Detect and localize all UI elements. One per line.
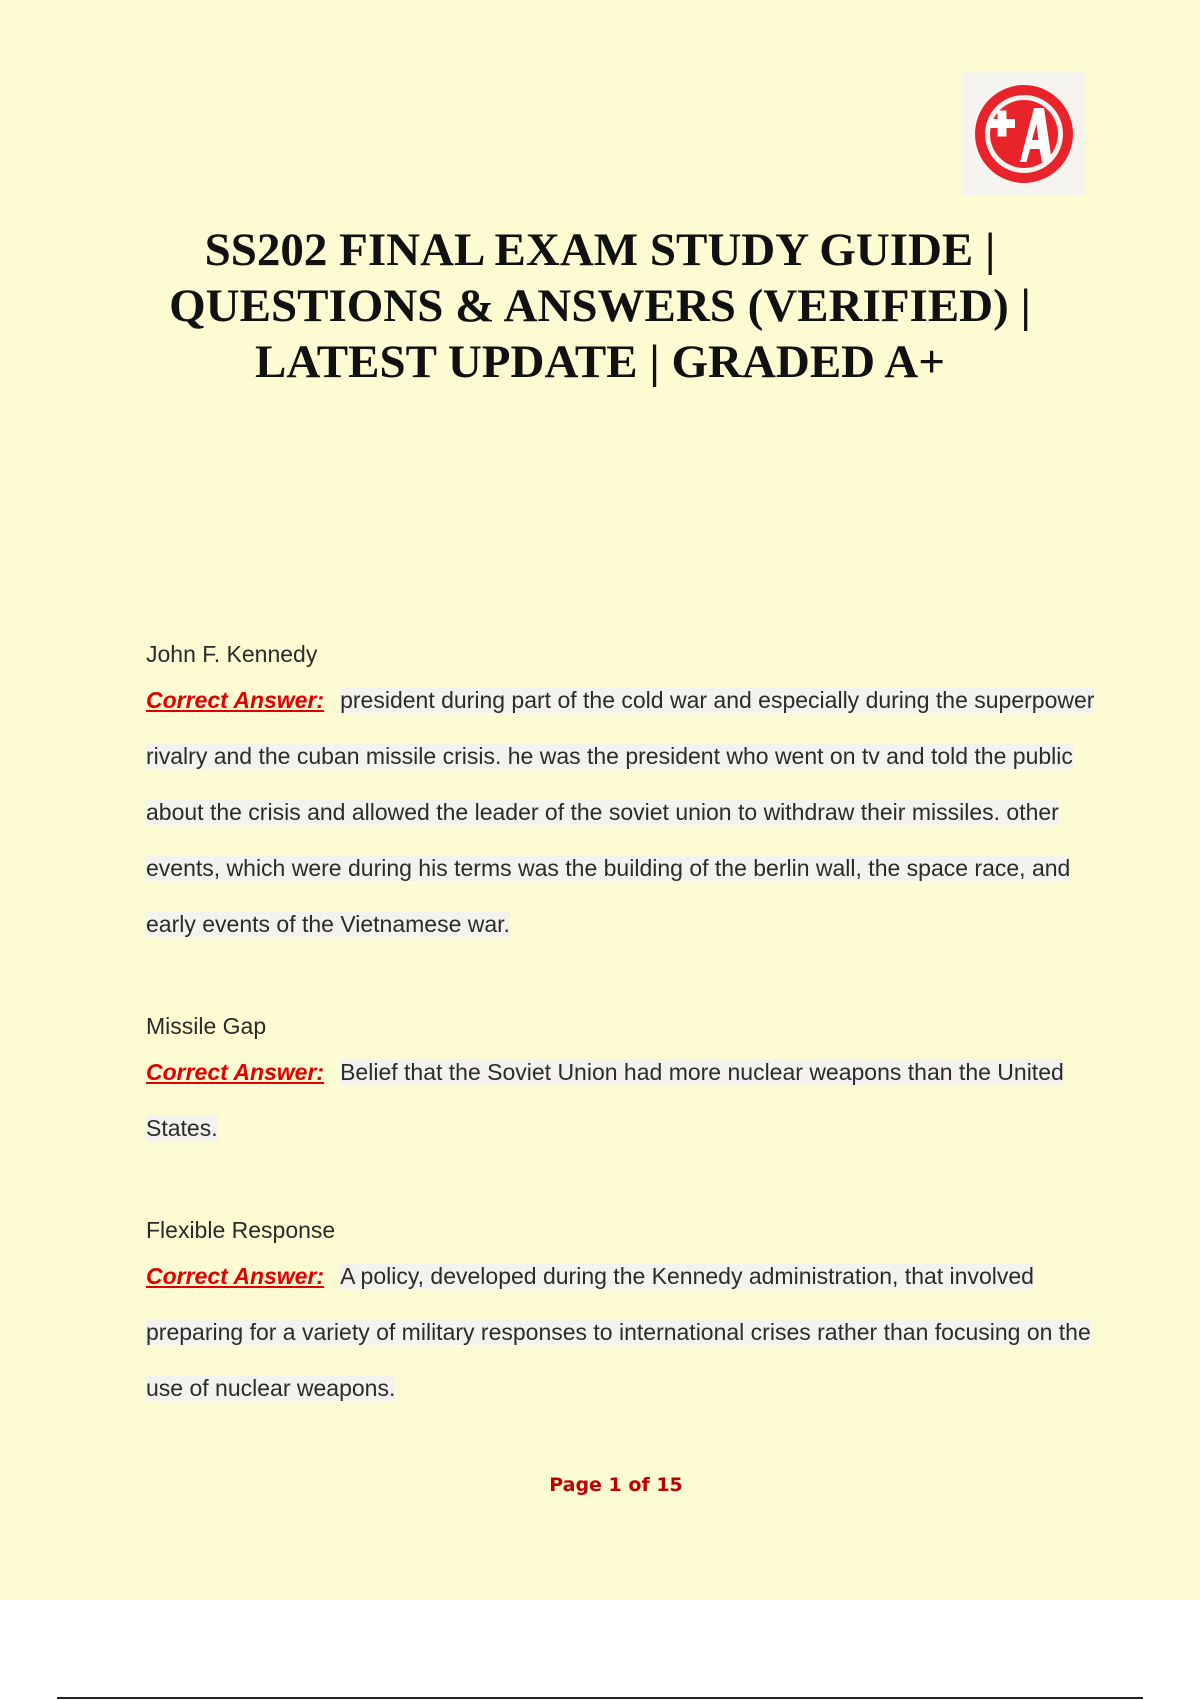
grade-logo (962, 72, 1086, 196)
correct-answer-label: Correct Answer: (146, 1059, 325, 1085)
answer-text: president during part of the cold war and especially during the superpower rivalry and the cuban missile crisis. he was the president who went on tv and told the public about the crisis and allowed the leader of the soviet union to withdraw their missiles. other events, which were during his terms was the building of the berlin wall, the space race, and early events of the Vietnamese war. (146, 687, 1095, 937)
title-line: LATEST UPDATE | GRADED A+ (254, 336, 946, 388)
question-term: Flexible Response (146, 1217, 336, 1243)
correct-answer-label: Correct Answer: (146, 1263, 325, 1289)
document-title (100, 222, 1100, 390)
title-line: QUESTIONS & ANSWERS (VERIFIED) | (169, 280, 1031, 332)
page-number: Page 1 of 15 (549, 1474, 683, 1496)
qa-entry (146, 636, 1096, 952)
correct-answer-label: Correct Answer: (146, 687, 325, 713)
answer-text: A policy, developed during the Kennedy administration, that involved preparing for a variety of military responses to international crises rather than focusing on the use of nuclear weapons. (146, 1263, 1091, 1401)
qa-entry (146, 1008, 1096, 1156)
qa-entry (146, 1212, 1096, 1416)
qa-list (146, 636, 1096, 1472)
answer-paragraph (146, 1248, 1096, 1416)
footer-divider (57, 1697, 1143, 1699)
question-term: Missile Gap (146, 1013, 267, 1039)
answer-paragraph (146, 1044, 1096, 1156)
title-line: SS202 FINAL EXAM STUDY GUIDE | (204, 224, 996, 276)
answer-text: Belief that the Soviet Union had more nuclear weapons than the United States. (146, 1059, 1064, 1141)
answer-paragraph (146, 672, 1096, 952)
plus-a-grade-logo-icon (972, 82, 1076, 186)
question-term: John F. Kennedy (146, 641, 318, 667)
